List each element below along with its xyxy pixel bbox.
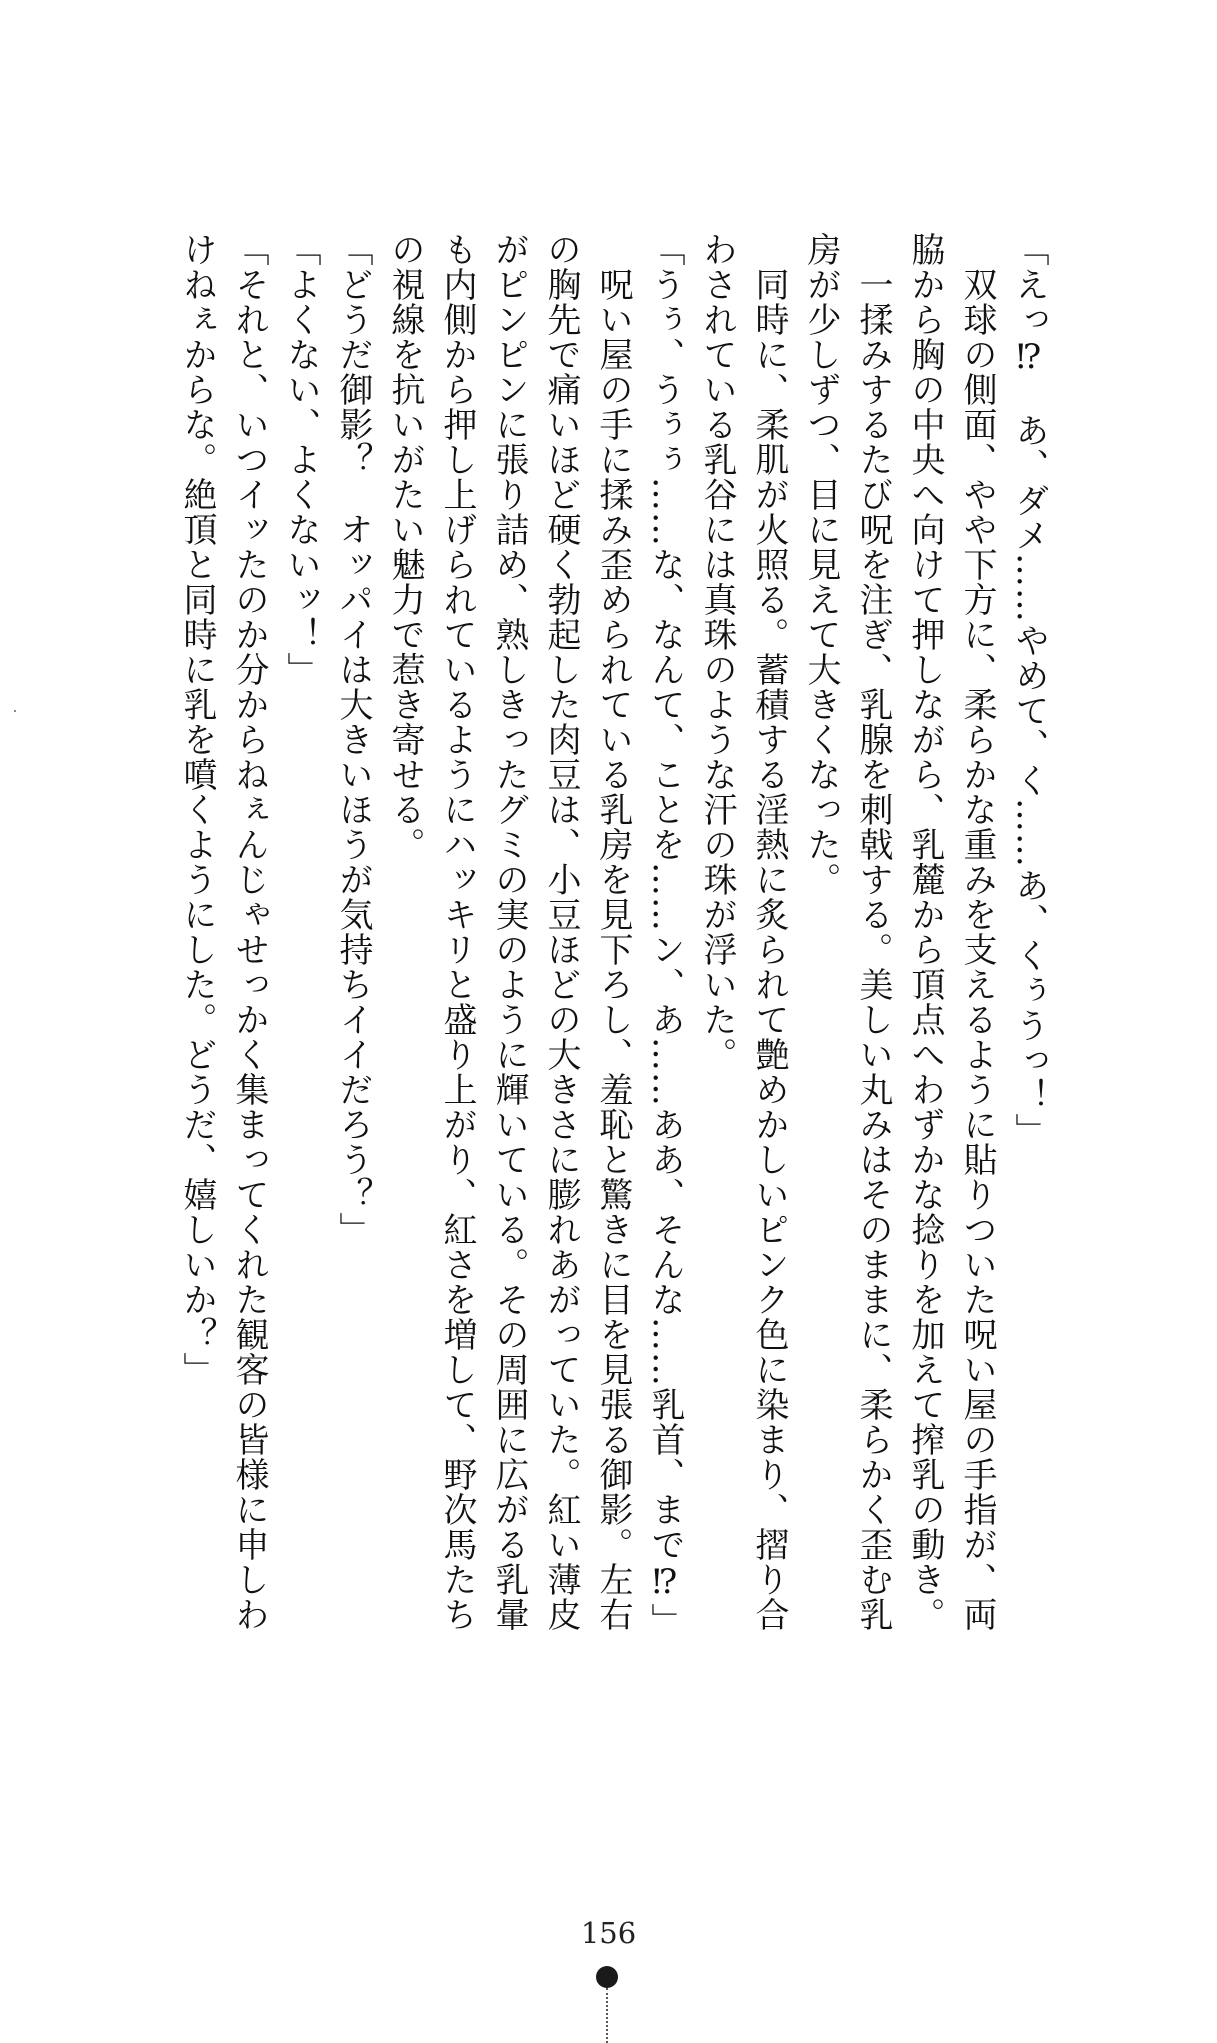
text-line-7: わされている乳谷には真珠のような汗の珠が浮いた。 bbox=[697, 232, 737, 1072]
text-line-4: 一揉みするたび呪を注ぎ、乳腺を刺戟する。美しい丸みはそのままに、柔らかく歪む乳 bbox=[853, 232, 893, 1632]
text-line-5: 房が少しずつ、目に見えて大きくなった。 bbox=[801, 232, 841, 897]
text-line-3: 脇から胸の中央へ向けて押しながら、乳麓から頂点へわずかな捻りを加えて搾乳の動き。 bbox=[905, 232, 945, 1632]
page-number: 156 bbox=[580, 1916, 637, 1950]
page-marker-dotted-line bbox=[606, 1988, 608, 2043]
text-line-11: がピンピンに張り詰め、熟しきったグミの実のように輝いている。その周囲に広がる乳暈 bbox=[489, 232, 529, 1632]
text-line-14: 「どうだ御影？ オッパイは大きいほうが気持ちイイだろう？」 bbox=[333, 232, 373, 1247]
text-line-16: 「それと、いつイッたのか分からねぇんじゃせっかく集まってくれた観客の皆様に申しわ bbox=[229, 232, 269, 1632]
margin-dot bbox=[14, 710, 16, 712]
text-line-6: 同時に、柔肌が火照る。蓄積する淫熱に炙られて艶めかしいピンク色に染まり、摺り合 bbox=[749, 232, 789, 1632]
text-line-13: の視線を抗いがたい魅力で惹き寄せる。 bbox=[385, 232, 425, 862]
page-marker-dot-icon bbox=[580, 1966, 636, 2043]
text-line-1: 「えっ⁉ あ、ダメ……やめて、く……あ、くぅうっ！」 bbox=[1009, 232, 1049, 1148]
text-line-2: 双球の側面、やや下方に、柔らかな重みを支えるように貼りついた呪い屋の手指が、両 bbox=[957, 232, 997, 1632]
text-line-10: の胸先で痛いほど硬く勃起した肉豆は、小豆ほどの大きさに膨れあがっていた。紅い薄皮 bbox=[541, 232, 581, 1632]
page-marker-dot bbox=[596, 1966, 618, 1988]
text-line-8: 「うぅ、うぅぅ……な、なんて、ことを……ン、あ……ああ、そんな……乳首、まで⁉」 bbox=[645, 232, 685, 1638]
text-line-17: けねぇからな。絶頂と同時に乳を噴くようにした。どうだ、嬉しいか？」 bbox=[177, 232, 217, 1387]
text-line-9: 呪い屋の手に揉み歪められている乳房を見下ろし、羞恥と驚きに目を見張る御影。左右 bbox=[593, 232, 633, 1632]
text-line-12: も内側から押し上げられているようにハッキリと盛り上がり、紅さを増して、野次馬たち bbox=[437, 232, 477, 1632]
text-line-15: 「よくない、よくないッ！」 bbox=[281, 232, 321, 687]
page-body-text bbox=[0, 232, 1217, 1932]
